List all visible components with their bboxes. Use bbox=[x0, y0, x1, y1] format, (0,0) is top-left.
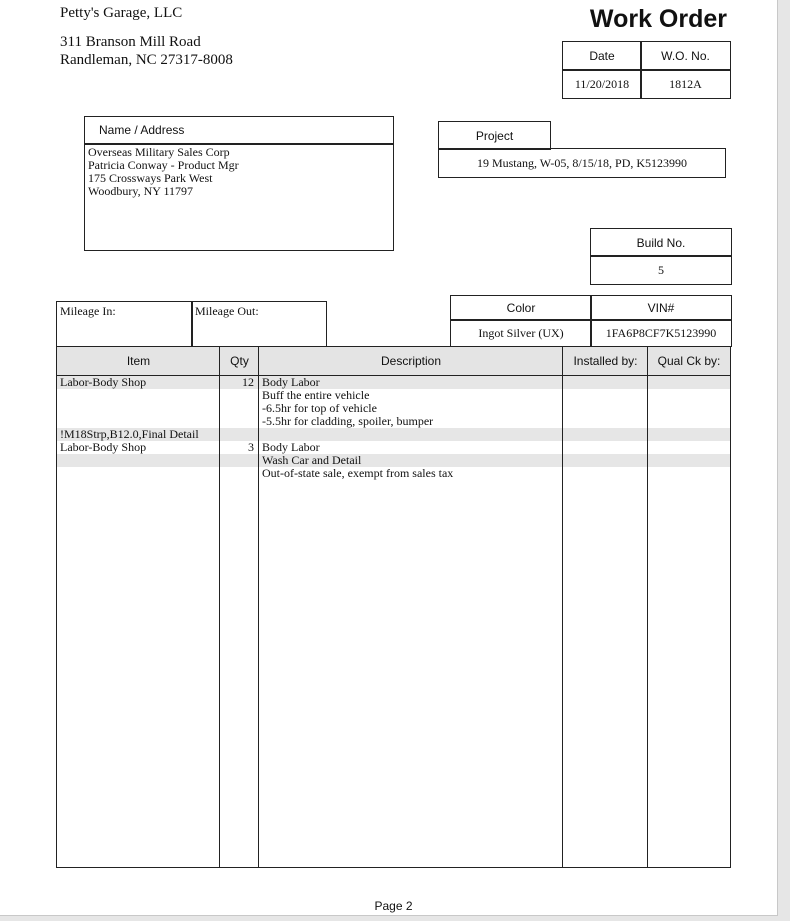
build-label: Build No. bbox=[590, 228, 732, 257]
table-row bbox=[57, 376, 730, 389]
header-item: Item bbox=[57, 347, 220, 376]
address-line: Patricia Conway - Product Mgr bbox=[88, 158, 239, 172]
wo-number: 1812A bbox=[640, 69, 731, 99]
table-row bbox=[57, 428, 730, 441]
company-address-line1: 311 Branson Mill Road bbox=[60, 34, 201, 50]
build-value: 5 bbox=[590, 255, 732, 285]
qty-cell: 3 bbox=[248, 440, 254, 454]
date-value: 11/20/2018 bbox=[562, 69, 642, 99]
date-label: Date bbox=[562, 41, 642, 71]
vin-label: VIN# bbox=[590, 295, 732, 321]
company-address bbox=[60, 33, 233, 69]
name-address-block bbox=[84, 143, 394, 251]
description-cell: Buff the entire vehicle bbox=[262, 388, 370, 402]
item-cell: Labor-Body Shop bbox=[60, 440, 147, 454]
color-value: Ingot Silver (UX) bbox=[450, 319, 592, 347]
column-divider bbox=[258, 347, 259, 867]
company-address-line2: Randleman, NC 27317-8008 bbox=[60, 52, 233, 68]
header-installed-by: Installed by: bbox=[563, 347, 648, 376]
description-cell: Body Labor bbox=[262, 440, 320, 454]
header-description: Description bbox=[259, 347, 563, 376]
project-value: 19 Mustang, W-05, 8/15/18, PD, K5123990 bbox=[438, 148, 726, 178]
line-items-table bbox=[56, 346, 731, 868]
wo-label: W.O. No. bbox=[640, 41, 731, 71]
name-address-label: Name / Address bbox=[84, 116, 394, 145]
column-divider bbox=[647, 347, 648, 867]
header-qty: Qty bbox=[220, 347, 259, 376]
description-cell: -5.5hr for cladding, spoiler, bumper bbox=[262, 414, 434, 428]
table-row bbox=[57, 467, 730, 480]
item-cell: Labor-Body Shop bbox=[60, 375, 147, 389]
description-cell: Out-of-state sale, exempt from sales tax bbox=[262, 466, 454, 480]
header-qual-ck-by: Qual Ck by: bbox=[648, 347, 730, 376]
description-cell: Wash Car and Detail bbox=[262, 453, 362, 467]
project-label: Project bbox=[438, 121, 551, 150]
qty-cell: 12 bbox=[242, 375, 254, 389]
mileage-in-field: Mileage In: bbox=[56, 301, 193, 347]
vin-value: 1FA6P8CF7K5123990 bbox=[590, 319, 732, 347]
address-line: Woodbury, NY 11797 bbox=[88, 184, 194, 198]
table-row bbox=[57, 441, 730, 454]
item-cell: !M18Strp,B12.0,Final Detail bbox=[60, 427, 199, 441]
description-cell: -6.5hr for top of vehicle bbox=[262, 401, 377, 415]
document-title: Work Order bbox=[589, 5, 727, 33]
column-divider bbox=[219, 347, 220, 867]
company-name: Petty's Garage, LLC bbox=[60, 5, 183, 21]
address-line: 175 Crossways Park West bbox=[88, 171, 213, 185]
color-label: Color bbox=[450, 295, 592, 321]
column-divider bbox=[562, 347, 563, 867]
description-cell: Body Labor bbox=[262, 375, 320, 389]
mileage-out-field: Mileage Out: bbox=[191, 301, 327, 347]
page-number: Page 2 bbox=[374, 899, 413, 913]
table-row bbox=[57, 389, 730, 402]
address-line: Overseas Military Sales Corp bbox=[88, 145, 230, 159]
